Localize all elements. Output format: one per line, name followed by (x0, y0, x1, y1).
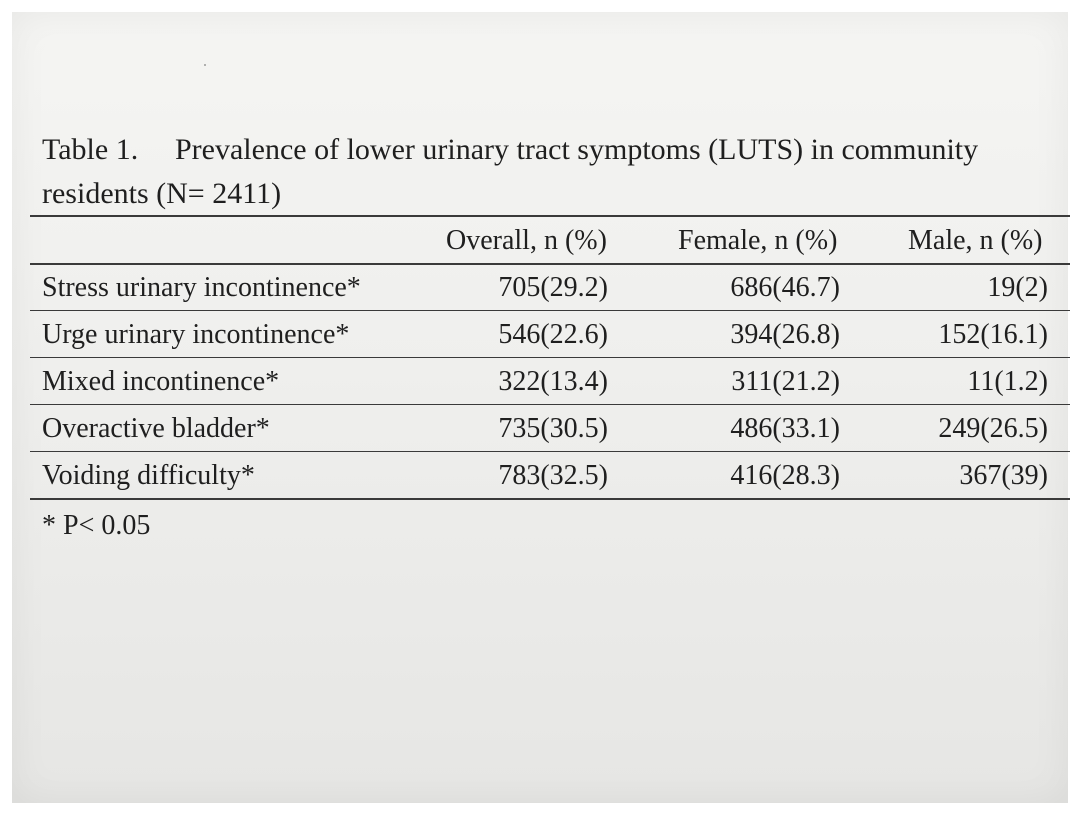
header-rule (30, 263, 1070, 265)
cell-overall: 705(29.2) (498, 272, 608, 303)
cell-male: 19(2) (987, 272, 1048, 303)
table-caption-label: Table 1. (42, 133, 139, 166)
cell-male: 11(1.2) (967, 366, 1048, 397)
cell-female: 311(21.2) (731, 366, 840, 397)
cell-female: 686(46.7) (730, 272, 840, 303)
cell-overall: 735(30.5) (498, 413, 608, 444)
row-label: Stress urinary incontinence* (42, 272, 361, 303)
col-header-female: Female, n (%) (678, 225, 838, 256)
table-caption (42, 128, 1022, 216)
cell-female: 486(33.1) (730, 413, 840, 444)
row-rule (30, 451, 1070, 452)
table-caption-line2: residents (N= 2411) (42, 177, 282, 210)
row-label: Voiding difficulty* (42, 460, 255, 491)
cell-female: 394(26.8) (730, 319, 840, 350)
row-label: Mixed incontinence* (42, 366, 280, 397)
cell-female: 416(28.3) (730, 460, 840, 491)
table-caption-line1: Prevalence of lower urinary tract symptoms (LUTS) in community (175, 133, 979, 166)
row-rule (30, 404, 1070, 405)
cell-overall: 322(13.4) (498, 366, 608, 397)
cell-overall: 546(22.6) (498, 319, 608, 350)
cell-male: 152(16.1) (938, 319, 1048, 350)
col-header-male: Male, n (%) (908, 225, 1043, 256)
row-rule (30, 357, 1070, 358)
paper-speck (204, 64, 206, 66)
cell-male: 367(39) (959, 460, 1048, 491)
cell-overall: 783(32.5) (498, 460, 608, 491)
row-label: Urge urinary incontinence* (42, 319, 350, 350)
row-rule (30, 310, 1070, 311)
cell-male: 249(26.5) (938, 413, 1048, 444)
table-top-rule (30, 215, 1070, 217)
row-label: Overactive bladder* (42, 413, 270, 444)
col-header-overall: Overall, n (%) (446, 225, 607, 256)
table-footnote: * P< 0.05 (42, 510, 151, 541)
table-bottom-rule (30, 498, 1070, 500)
